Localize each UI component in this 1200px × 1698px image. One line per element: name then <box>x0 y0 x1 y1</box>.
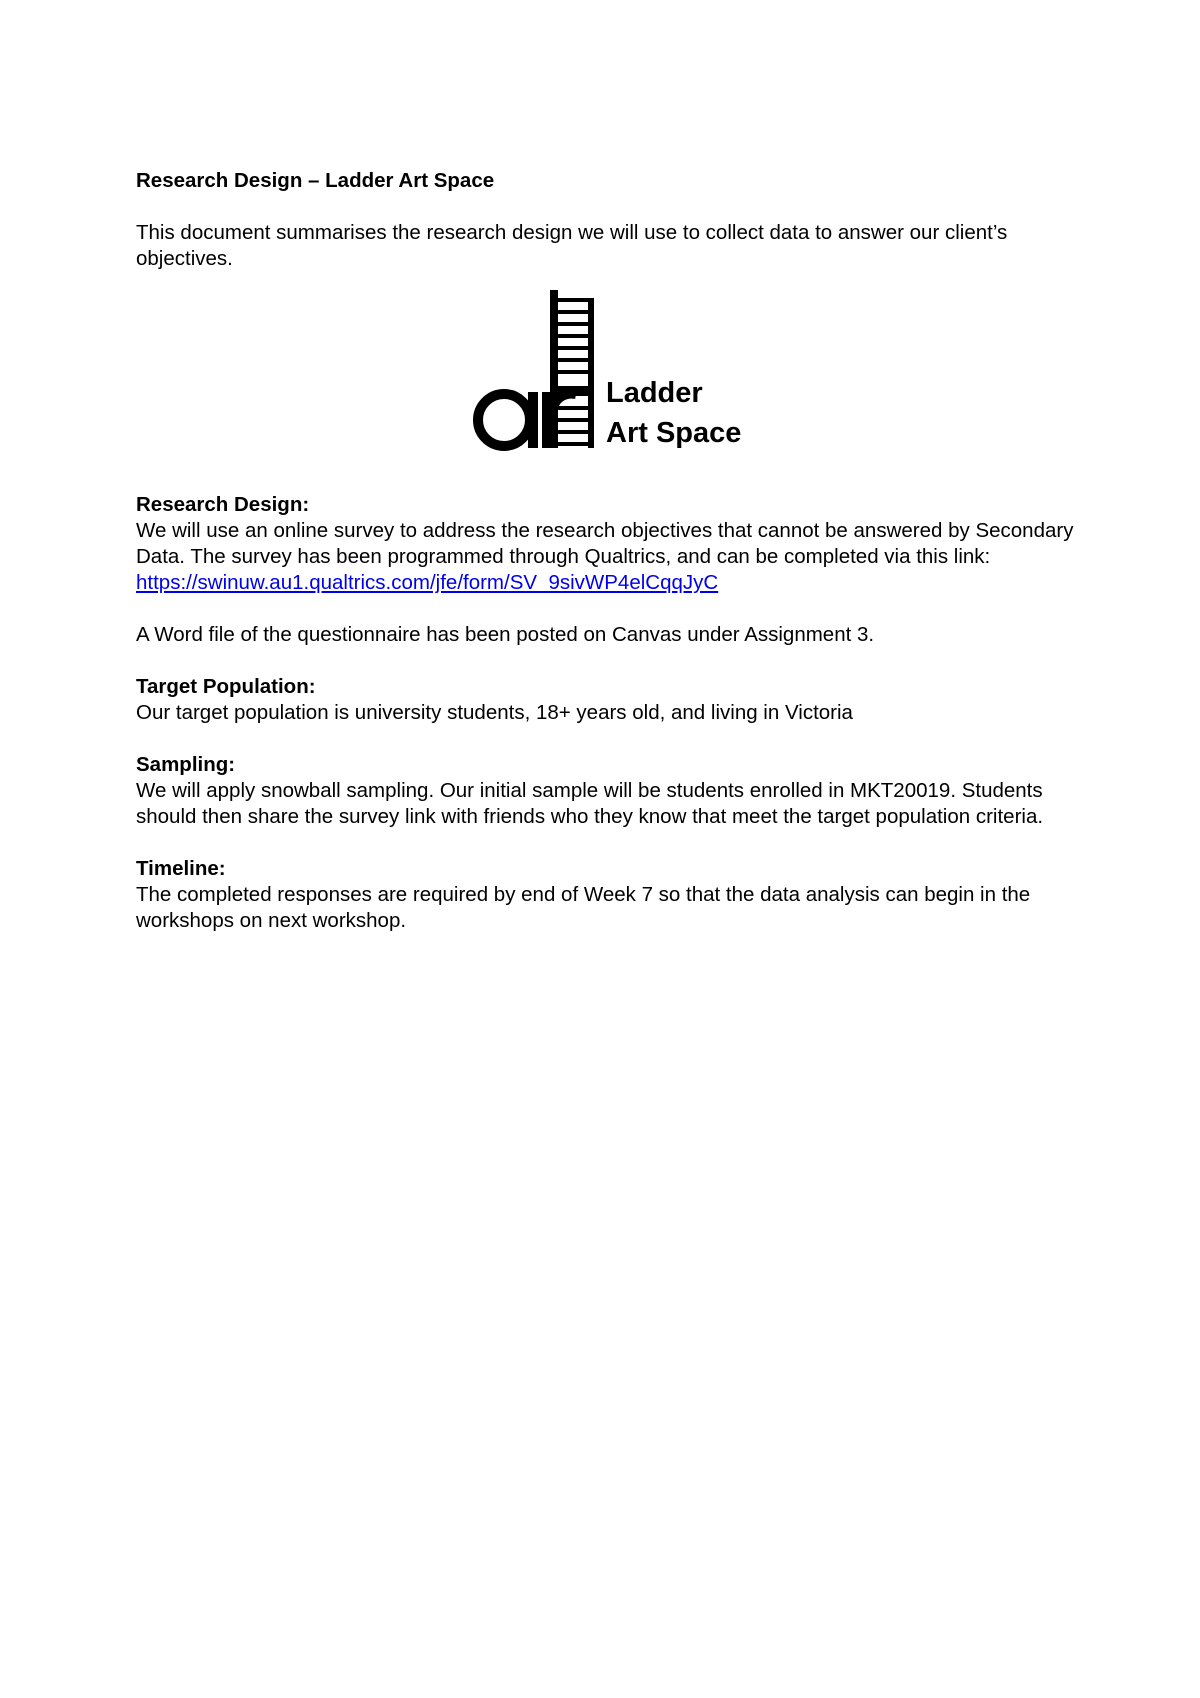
document-title: Research Design – Ladder Art Space <box>136 169 495 192</box>
ladder-rung <box>558 310 588 314</box>
intro-paragraph: This document summarises the research design we will use to collect data to answer our client’s objectives. <box>136 221 1008 270</box>
ladder-rung <box>558 430 588 434</box>
document-page <box>136 168 1086 960</box>
ladder-rung <box>558 442 588 446</box>
ladder-right-rail <box>588 298 594 448</box>
research-design-text: We will use an online survey to address the research objectives that cannot be answered by Secondary Data. The survey has been programmed through Qualtrics, and can be completed via this link: <box>136 519 1074 568</box>
ladder-rung <box>558 406 588 410</box>
survey-link[interactable]: https://swinuw.au1.qualtrics.com/jfe/form/SV_9sivWP4elCqqJyC <box>136 571 719 594</box>
logo-letter-a-stem <box>528 392 538 448</box>
ladder-rung <box>558 298 588 302</box>
logo-text-line1: Ladder <box>606 377 703 409</box>
ladder-left-rail <box>550 290 558 448</box>
research-design-heading: Research Design: <box>136 493 310 516</box>
sampling-text: We will apply snowball sampling. Our initial sample will be students enrolled in MKT20019. Students should then share the survey link with friends who they know that meet the target population criteria. <box>136 779 1044 828</box>
research-design-paragraph <box>136 518 1086 596</box>
ladder-rung <box>558 370 588 374</box>
logo-graphic <box>466 290 766 480</box>
target-population-text: Our target population is university students, 18+ years old, and living in Victoria <box>136 701 853 724</box>
target-population-heading: Target Population: <box>136 675 316 698</box>
ladder-rung <box>558 418 588 422</box>
ladder-art-space-logo <box>136 290 1086 480</box>
logo-text-line2: Art Space <box>606 417 742 449</box>
ladder-rung <box>558 322 588 326</box>
ladder-rung <box>558 346 588 350</box>
ladder-rung <box>558 334 588 338</box>
timeline-heading: Timeline: <box>136 857 226 880</box>
ladder-rung <box>558 386 588 396</box>
timeline-text: The completed responses are required by end of Week 7 so that the data analysis can begin in the workshops on next workshop. <box>136 883 1031 932</box>
word-file-note: A Word file of the questionnaire has been posted on Canvas under Assignment 3. <box>136 623 875 646</box>
sampling-heading: Sampling: <box>136 753 236 776</box>
ladder-rung <box>558 358 588 362</box>
logo-letter-a-bowl <box>478 394 530 446</box>
